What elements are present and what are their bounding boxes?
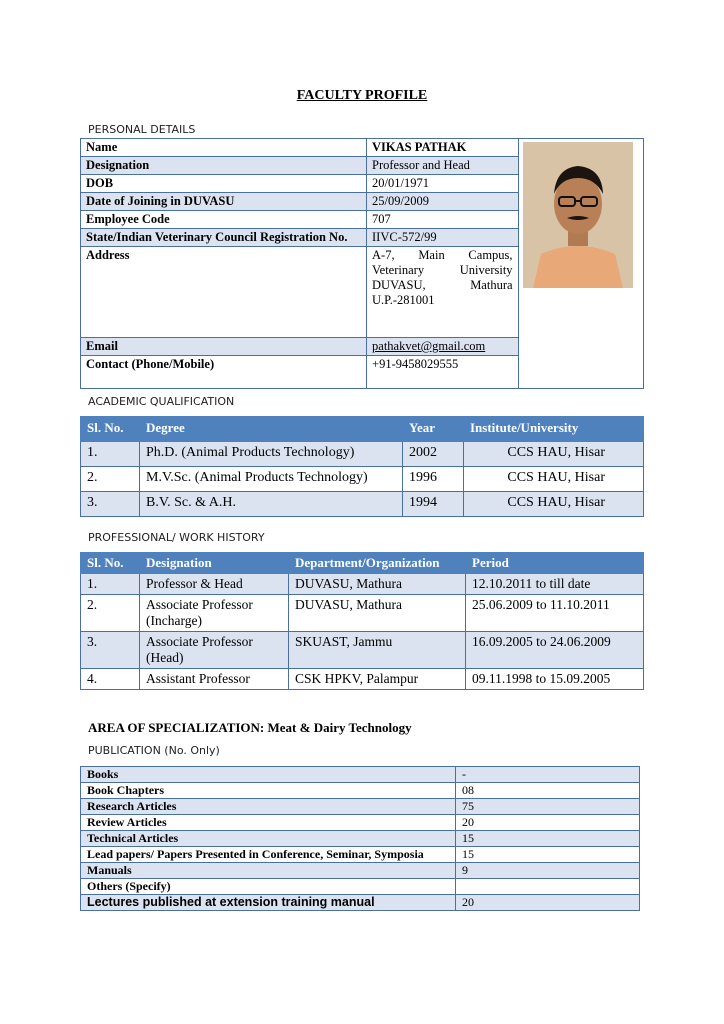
academic-sl: 1. — [81, 442, 140, 467]
academic-degree: B.V. Sc. & A.H. — [140, 492, 403, 517]
academic-header-institute: Institute/University — [464, 417, 644, 442]
pub-count: 20 — [456, 815, 640, 831]
pub-count: 9 — [456, 863, 640, 879]
pub-label: Others (Specify) — [81, 879, 456, 895]
academic-degree: Ph.D. (Animal Products Technology) — [140, 442, 403, 467]
pub-label: Manuals — [81, 863, 456, 879]
email-label: Email — [81, 338, 367, 356]
address-label: Address — [81, 247, 367, 338]
work-designation: Associate Professor (Head) — [140, 632, 289, 669]
work-department: DUVASU, Mathura — [289, 595, 466, 632]
work-department: SKUAST, Jammu — [289, 632, 466, 669]
employee-code-value: 707 — [367, 211, 519, 229]
doj-label: Date of Joining in DUVASU — [81, 193, 367, 211]
academic-year: 2002 — [403, 442, 464, 467]
academic-year: 1994 — [403, 492, 464, 517]
academic-header-year: Year — [403, 417, 464, 442]
section-publication: PUBLICATION (No. Only) — [88, 744, 220, 757]
pub-count — [456, 879, 640, 895]
table-row — [81, 879, 640, 895]
name-value: VIKAS PATHAK — [367, 139, 519, 157]
academic-table — [80, 416, 644, 517]
table-row — [81, 669, 644, 690]
pub-label: Book Chapters — [81, 783, 456, 799]
designation-label: Designation — [81, 157, 367, 175]
section-work-history: PROFESSIONAL/ WORK HISTORY — [88, 531, 265, 544]
academic-institute: CCS HAU, Hisar — [464, 492, 644, 517]
section-academic: ACADEMIC QUALIFICATION — [88, 395, 235, 408]
designation-value: Professor and Head — [367, 157, 519, 175]
academic-header-degree: Degree — [140, 417, 403, 442]
contact-label: Contact (Phone/Mobile) — [81, 356, 367, 389]
work-department: CSK HPKV, Palampur — [289, 669, 466, 690]
photo-cell — [518, 139, 643, 389]
table-row — [81, 492, 644, 517]
publication-table — [80, 766, 640, 911]
table-row — [81, 799, 640, 815]
table-row — [81, 831, 640, 847]
contact-value: +91-9458029555 — [367, 356, 519, 389]
area-of-specialization: AREA OF SPECIALIZATION: Meat & Dairy Technology — [88, 720, 412, 735]
pub-count: 75 — [456, 799, 640, 815]
address-value: A-7, Main Campus, Veterinary University DUVASU, Mathura U.P.-281001 — [367, 247, 519, 338]
pub-label: Lectures published at extension training manual — [81, 895, 456, 911]
page-title: FACULTY PROFILE — [296, 88, 428, 103]
registration-label: State/Indian Veterinary Council Registration No. — [81, 229, 367, 247]
pub-count: 20 — [456, 895, 640, 911]
work-header-sl: Sl. No. — [81, 553, 140, 574]
work-sl: 4. — [81, 669, 140, 690]
pub-count: 15 — [456, 847, 640, 863]
work-designation: Professor & Head — [140, 574, 289, 595]
pub-count: - — [456, 767, 640, 783]
table-row — [81, 767, 640, 783]
doj-value: 25/09/2009 — [367, 193, 519, 211]
work-period: 16.09.2005 to 24.06.2009 — [466, 632, 644, 669]
table-row — [81, 442, 644, 467]
pub-label: Lead papers/ Papers Presented in Conference, Seminar, Symposia — [81, 847, 456, 863]
employee-code-label: Employee Code — [81, 211, 367, 229]
work-header-department: Department/Organization — [289, 553, 466, 574]
academic-institute: CCS HAU, Hisar — [464, 467, 644, 492]
work-sl: 2. — [81, 595, 140, 632]
academic-degree: M.V.Sc. (Animal Products Technology) — [140, 467, 403, 492]
work-sl: 1. — [81, 574, 140, 595]
pub-label: Technical Articles — [81, 831, 456, 847]
work-header-designation: Designation — [140, 553, 289, 574]
table-row — [81, 467, 644, 492]
work-period: 09.11.1998 to 15.09.2005 — [466, 669, 644, 690]
work-department: DUVASU, Mathura — [289, 574, 466, 595]
academic-header-sl: Sl. No. — [81, 417, 140, 442]
registration-value: IIVC-572/99 — [367, 229, 519, 247]
email-value[interactable]: pathakvet@gmail.com — [367, 338, 519, 356]
table-row — [81, 783, 640, 799]
table-row — [81, 815, 640, 831]
table-row — [81, 574, 644, 595]
academic-sl: 2. — [81, 467, 140, 492]
table-row — [81, 595, 644, 632]
work-header-period: Period — [466, 553, 644, 574]
pub-count: 08 — [456, 783, 640, 799]
pub-count: 15 — [456, 831, 640, 847]
section-personal-details: PERSONAL DETAILS — [88, 123, 196, 136]
pub-label: Books — [81, 767, 456, 783]
pub-label: Research Articles — [81, 799, 456, 815]
academic-institute: CCS HAU, Hisar — [464, 442, 644, 467]
academic-sl: 3. — [81, 492, 140, 517]
work-history-table — [80, 552, 644, 690]
table-row — [81, 847, 640, 863]
name-label: Name — [81, 139, 367, 157]
academic-year: 1996 — [403, 467, 464, 492]
dob-label: DOB — [81, 175, 367, 193]
table-row — [81, 632, 644, 669]
personal-details-table — [80, 138, 644, 389]
table-row — [81, 895, 640, 911]
profile-photo — [523, 142, 633, 288]
pub-label: Review Articles — [81, 815, 456, 831]
table-row — [81, 863, 640, 879]
work-designation: Associate Professor (Incharge) — [140, 595, 289, 632]
work-period: 25.06.2009 to 11.10.2011 — [466, 595, 644, 632]
dob-value: 20/01/1971 — [367, 175, 519, 193]
work-sl: 3. — [81, 632, 140, 669]
work-period: 12.10.2011 to till date — [466, 574, 644, 595]
work-designation: Assistant Professor — [140, 669, 289, 690]
